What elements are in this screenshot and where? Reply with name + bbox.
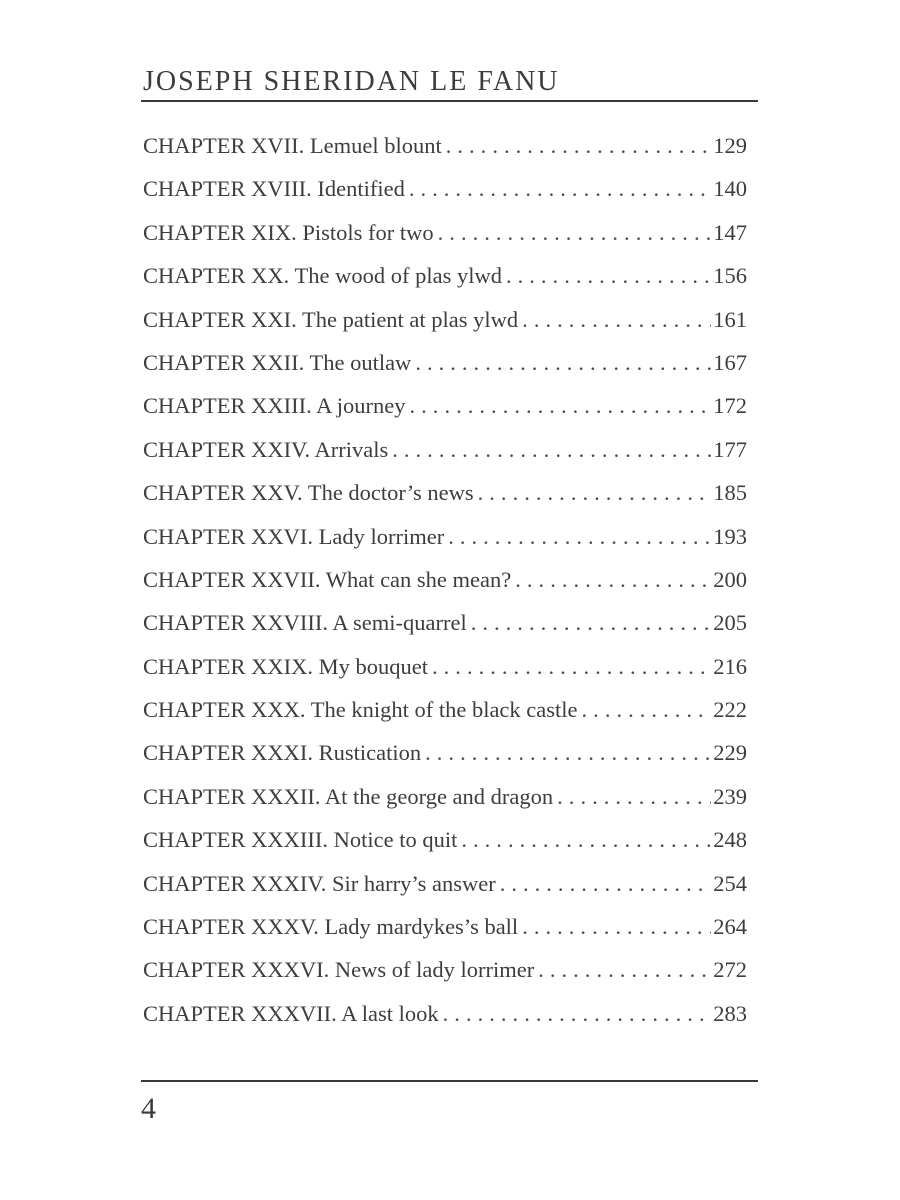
toc-entry[interactable]: [143, 871, 747, 914]
toc-entry-page: 167: [713, 349, 747, 375]
toc-entry-title: CHAPTER XXXV. Lady mardykes’s ball: [143, 914, 519, 940]
toc-entry-title: CHAPTER XXVIII. A semi-quarrel: [143, 610, 467, 636]
toc-entry-page: 264: [713, 914, 747, 940]
toc-entry-title: CHAPTER XXI. The patient at plas ylwd: [143, 306, 519, 332]
toc-dot-leader: [522, 307, 711, 333]
toc-entry-page: 222: [713, 697, 747, 723]
toc-entry-page: 216: [713, 653, 747, 679]
toc-entry-title: CHAPTER XXXVI. News of lady lorrimer: [143, 957, 535, 983]
toc-dot-leader: [478, 480, 712, 506]
toc-entry-title: CHAPTER XXVI. Lady lorrimer: [143, 523, 445, 549]
toc-entry[interactable]: [143, 220, 747, 263]
toc-dot-leader: [432, 654, 711, 680]
toc-dot-leader: [415, 350, 711, 376]
toc-entry[interactable]: [143, 176, 747, 219]
toc-entry[interactable]: [143, 654, 747, 697]
toc-entry[interactable]: [143, 524, 747, 567]
toc-entry[interactable]: [143, 827, 747, 870]
running-head: JOSEPH SHERIDAN LE FANU: [143, 66, 560, 97]
toc-entry-page: 129: [713, 133, 747, 158]
toc-entry-title: CHAPTER XXIX. My bouquet: [143, 653, 428, 679]
toc-entry[interactable]: [143, 740, 747, 783]
toc-entry-page: 283: [713, 1000, 747, 1026]
toc-dot-leader: [522, 914, 711, 940]
toc-entry[interactable]: [143, 393, 747, 436]
toc-entry-title: CHAPTER XXII. The outlaw: [143, 349, 412, 375]
toc-dot-leader: [582, 697, 712, 723]
toc-entry-page: 229: [713, 740, 747, 766]
toc-entry[interactable]: [143, 437, 747, 480]
toc-entry-page: 193: [713, 523, 747, 549]
toc-entry-title: CHAPTER XVIII. Identified: [143, 176, 405, 202]
toc-entry-page: 156: [713, 263, 747, 289]
toc-entry-page: 177: [713, 436, 747, 462]
toc-entry[interactable]: [143, 914, 747, 957]
toc-entry-title: CHAPTER XXIV. Arrivals: [143, 436, 389, 462]
toc-dot-leader: [471, 610, 712, 636]
toc-entry-page: 272: [713, 957, 747, 983]
toc-entry[interactable]: [143, 697, 747, 740]
toc-dot-leader: [409, 176, 711, 202]
page-number: 4: [141, 1092, 156, 1125]
table-of-contents: [143, 133, 747, 1044]
toc-entry-title: CHAPTER XXXII. At the george and dragon: [143, 783, 554, 809]
toc-entry-page: 147: [713, 219, 747, 245]
toc-entry-title: CHAPTER XXXIII. Notice to quit: [143, 827, 458, 853]
toc-entry-page: 185: [713, 480, 747, 506]
toc-entry-page: 205: [713, 610, 747, 636]
toc-dot-leader: [448, 524, 711, 550]
toc-entry[interactable]: [143, 784, 747, 827]
toc-entry-page: 172: [713, 393, 747, 419]
toc-entry-page: 200: [713, 566, 747, 592]
toc-entry[interactable]: [143, 610, 747, 653]
toc-entry-page: 254: [713, 870, 747, 896]
toc-entry-page: 248: [713, 827, 747, 853]
toc-entry-page: 140: [713, 176, 747, 202]
toc-dot-leader: [410, 393, 712, 419]
toc-entry-title: CHAPTER XVII. Lemuel blount: [143, 133, 442, 158]
toc-entry[interactable]: [143, 1001, 747, 1044]
toc-dot-leader: [438, 220, 712, 246]
header-rule: [141, 100, 758, 102]
toc-entry[interactable]: [143, 480, 747, 523]
toc-entry[interactable]: [143, 133, 747, 176]
toc-dot-leader: [538, 957, 711, 983]
toc-dot-leader: [392, 437, 711, 463]
toc-dot-leader: [515, 567, 711, 593]
toc-entry[interactable]: [143, 567, 747, 610]
toc-entry-page: 239: [713, 783, 747, 809]
toc-entry-title: CHAPTER XXIII. A journey: [143, 393, 406, 419]
toc-dot-leader: [446, 133, 712, 159]
toc-entry[interactable]: [143, 957, 747, 1000]
toc-entry[interactable]: [143, 307, 747, 350]
toc-entry[interactable]: [143, 263, 747, 306]
toc-entry-title: CHAPTER XIX. Pistols for two: [143, 219, 434, 245]
toc-entry-title: CHAPTER XXVII. What can she mean?: [143, 566, 512, 592]
toc-entry-title: CHAPTER XXXIV. Sir harry’s answer: [143, 870, 496, 896]
footer-rule: [141, 1080, 758, 1082]
toc-dot-leader: [461, 827, 711, 853]
toc-dot-leader: [500, 871, 712, 897]
toc-entry-title: CHAPTER XX. The wood of plas ylwd: [143, 263, 502, 289]
toc-entry-title: CHAPTER XXV. The doctor’s news: [143, 480, 474, 506]
toc-dot-leader: [506, 263, 711, 289]
toc-entry-page: 161: [713, 306, 747, 332]
toc-dot-leader: [557, 784, 711, 810]
toc-entry[interactable]: [143, 350, 747, 393]
toc-entry-title: CHAPTER XXXI. Rustication: [143, 740, 422, 766]
toc-entry-title: CHAPTER XXXVII. A last look: [143, 1000, 439, 1026]
toc-dot-leader: [443, 1001, 712, 1027]
toc-entry-title: CHAPTER XXX. The knight of the black castle: [143, 697, 578, 723]
toc-dot-leader: [425, 740, 711, 766]
